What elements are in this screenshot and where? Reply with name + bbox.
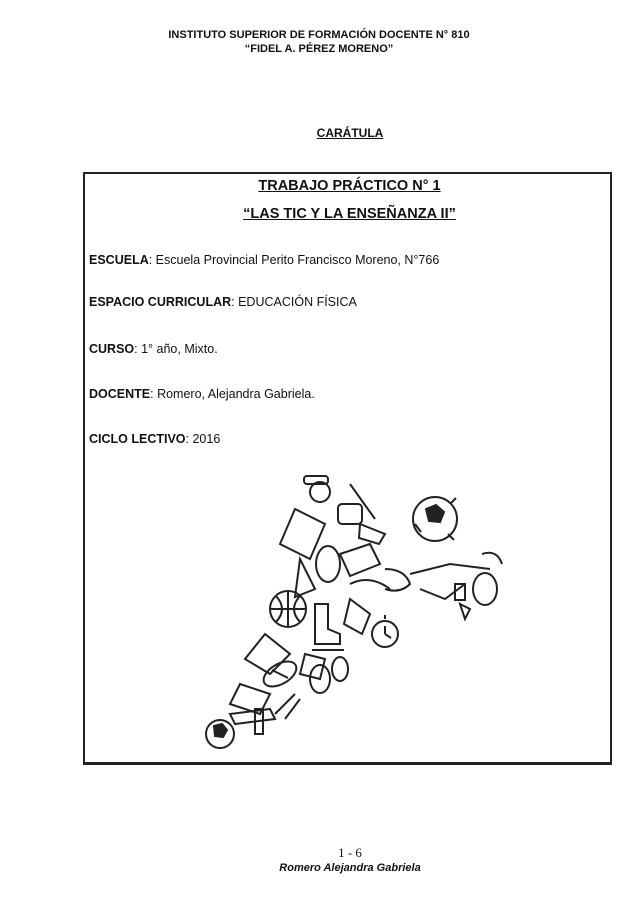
field-label: CICLO LECTIVO (89, 432, 186, 446)
sports-player-collage-icon (200, 464, 530, 764)
field-ciclo-lectivo (89, 432, 220, 446)
assignment-title: TRABAJO PRÁCTICO N° 1 (258, 178, 441, 194)
page-number: 1 - 6 (338, 845, 362, 860)
assignment-subtitle: “LAS TIC Y LA ENSEÑANZA II” (243, 206, 456, 222)
field-value: : 2016 (185, 432, 221, 446)
institute-name: INSTITUTO SUPERIOR DE FORMACIÓN DOCENTE N° 810 (168, 29, 470, 41)
caratula-heading: CARÁTULA (316, 126, 384, 140)
field-label: CURSO (89, 342, 135, 356)
cover-box (83, 172, 612, 765)
field-curso (89, 342, 218, 356)
field-docente (89, 387, 315, 401)
field-value: : Romero, Alejandra Gabriela. (150, 387, 315, 401)
field-value: : Escuela Provincial Perito Francisco Moreno, N°766 (148, 253, 440, 267)
field-escuela (89, 253, 439, 267)
field-label: ESCUELA (89, 253, 149, 267)
field-label: DOCENTE (89, 387, 151, 401)
field-value: : EDUCACIÓN FÍSICA (231, 295, 357, 309)
institute-subtitle: “FIDEL A. PÉREZ MORENO” (244, 43, 394, 55)
field-espacio-curricular (89, 295, 357, 309)
author-name: Romero Alejandra Gabriela (279, 862, 421, 874)
field-value: : 1° año, Mixto. (134, 342, 218, 356)
document-header (0, 28, 638, 56)
field-label: ESPACIO CURRICULAR (89, 295, 232, 309)
